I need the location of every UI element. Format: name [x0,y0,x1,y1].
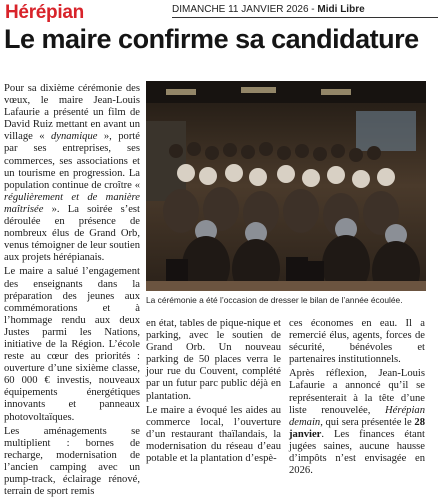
paragraph: Pour sa dixième cérémonie des vœux, le maire Jean-Louis Lafaurie a présenté un film de David Ruiz mettant en avant un village « dynamique », porté par ses entreprises, ses commerces, ses associations et un tourisme en progression. La population continue de croître « régulièrement et de manière maîtrisée ». La soirée s’est déroulée en présence de nombreux élus de Grand Orb, venus témoigner de leur soutien aux projets hérépianais. [4,83,141,264]
article-column-3 [289,318,425,477]
paragraph: Le maire a évoqué les aides au commerce local, l’ouverture d’un restaurant thaïlandais, la modernisation du réseau d’eau potable et la plantation d’espè- [146,404,281,465]
paragraph: en état, tables de pique-nique et parking, avec le soutien de Grand Orb. Un nouveau parking de 50 places verra le jour rue du Couvent, complété par un futur parc public déjà en plantation. [146,318,281,402]
paragraph: Après réflexion, Jean-Louis Lafaurie a annoncé qu’il se représenterait à la tête d’une liste renouvelée, Hérépian demain, qui sera présentée le 28 janvier. Les finances étant jugées saines, aucune hausse d’impôts n’est envisagée en 2026. [289,368,425,477]
paragraph: Le maire a salué l’engagement des enseignants dans la préparation des jeunes aux commémorations et à l’hommage rendu aux deux Justes parmi les Nations, initiative de la Région. L’école reste au cœur des priorités : ouverture d’une sixième classe, 60 000 € investis, nouveaux équipements énergétiques innovants et panneaux photovoltaïques. [4,266,140,423]
paragraph: Les aménagements se multiplient : bornes de recharge, modernisation de l’ancien camping avec un pump-track, éclairage rénové, terrain de sport remis [4,425,140,498]
article-column-1 [4,83,140,498]
ceremony-photo [146,81,426,291]
publication-name: Midi Libre [317,4,365,15]
photo-caption: La cérémonie a été l’occasion de dresser le bilan de l’année écoulée. [146,295,403,305]
paragraph: ces économes en eau. Il a remercié élus, agents, forces de sécurité, bénévoles et partenaires institutionnels. [289,318,425,366]
edition-date: DIMANCHE 11 JANVIER 2026 [172,4,309,15]
dateline [172,4,438,15]
dateline-separator: - [308,4,318,15]
headline: Le maire confirme sa candidature [4,24,419,54]
article-column-2 [146,318,281,465]
dateline-rule [172,17,438,18]
section-kicker: Hérépian [5,2,84,23]
photo-illustration [146,81,426,291]
